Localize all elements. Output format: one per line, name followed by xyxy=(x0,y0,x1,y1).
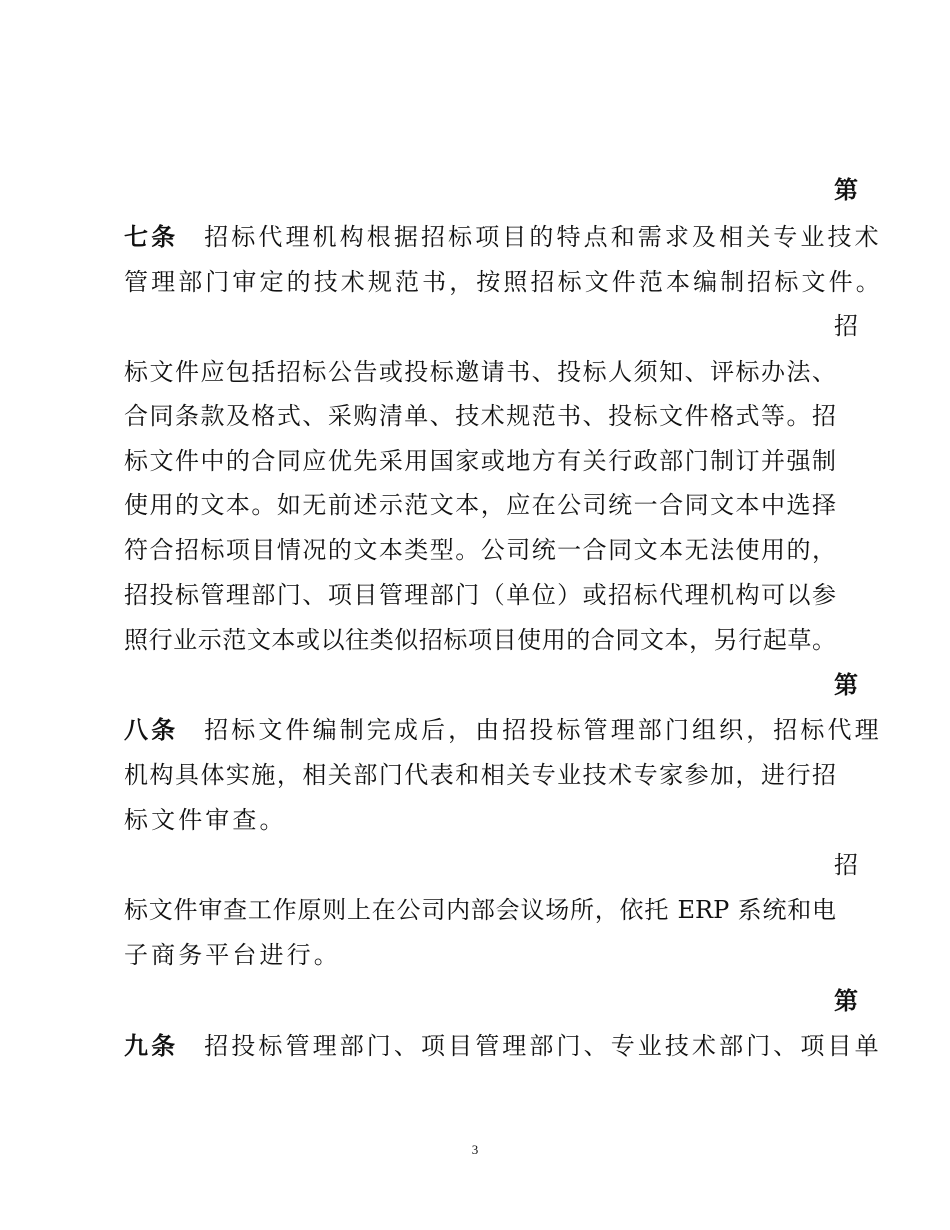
article-label-8: 八条 xyxy=(124,715,179,744)
paragraph-line: 标文件审查工作原则上在公司内部会议场所，依托 ERP 系统和电 xyxy=(124,896,836,924)
paragraph-line: 标文件审查。 xyxy=(124,806,287,834)
article-8-line-1 xyxy=(124,715,882,745)
article-marker-9: 第 xyxy=(834,986,858,1015)
paragraph-line: 子商务平台进行。 xyxy=(124,941,341,969)
article-label-9: 九条 xyxy=(124,1031,179,1060)
page-number: 3 xyxy=(471,1142,479,1157)
paragraph-line: 标文件中的合同应优先采用国家或地方有关行政部门制订并强制 xyxy=(124,447,836,475)
text-line: 招标文件编制完成后，由招投标管理部门组织，招标代理 xyxy=(204,716,882,744)
paragraph-line: 招投标管理部门、项目管理部门（单位）或招标代理机构可以参 xyxy=(124,581,836,609)
article-marker-7: 第 xyxy=(834,175,858,204)
paragraph-line: 使用的文本。如无前述示范文本，应在公司统一合同文本中选择 xyxy=(124,491,836,519)
article-marker-8: 第 xyxy=(834,670,858,699)
article-7-line-2: 管理部门审定的技术规范书，按照招标文件范本编制招标文件。 xyxy=(124,268,883,296)
paragraph-line: 符合招标项目情况的文本类型。公司统一合同文本无法使用的， xyxy=(124,536,836,564)
article-9-line-1 xyxy=(124,1031,882,1061)
article-7-line-1 xyxy=(124,222,882,252)
paragraph-marker-zhao-1: 招 xyxy=(834,312,858,340)
article-label-7: 七条 xyxy=(124,222,179,251)
paragraph-line: 照行业示范文本或以往类似招标项目使用的合同文本，另行起草。 xyxy=(124,626,836,654)
text-line: 招投标管理部门、项目管理部门、专业技术部门、项目单 xyxy=(204,1032,882,1060)
paragraph-line: 合同条款及格式、采购清单、技术规范书、投标文件格式等。招 xyxy=(124,402,836,430)
paragraph-marker-zhao-2: 招 xyxy=(834,851,858,879)
paragraph-line: 机构具体实施，相关部门代表和相关专业技术专家参加，进行招 xyxy=(124,761,836,789)
paragraph-line: 标文件应包括招标公告或投标邀请书、投标人须知、评标办法、 xyxy=(124,358,836,386)
text-line: 招标代理机构根据招标项目的特点和需求及相关专业技术 xyxy=(204,223,882,251)
